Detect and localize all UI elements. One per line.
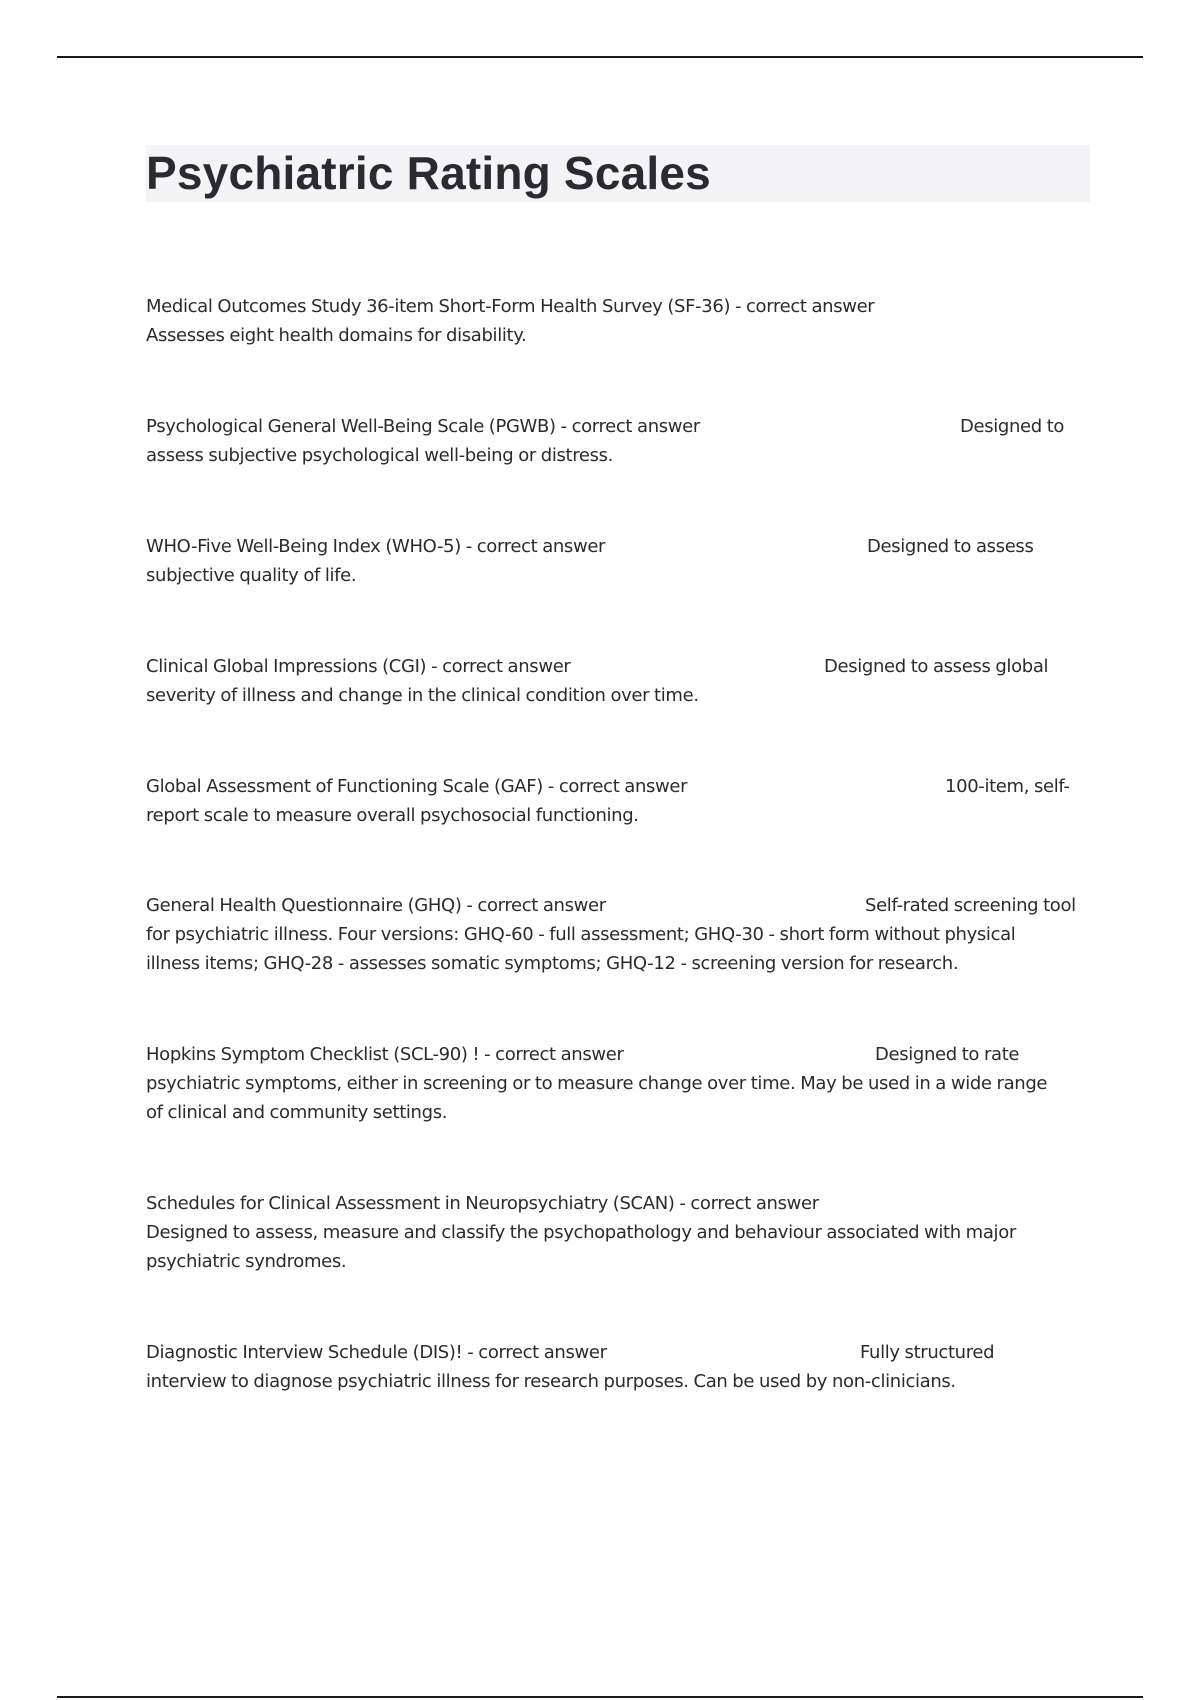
qa-answer-start: Designed to assess: [867, 536, 1034, 557]
bottom-rule: [57, 1696, 1143, 1698]
qa-question: [146, 1338, 1096, 1367]
qa-question: [146, 1040, 1096, 1069]
qa-answer-line: of clinical and community settings.: [146, 1102, 448, 1123]
qa-question: [146, 1189, 1096, 1218]
qa-item-gaf: [146, 772, 1096, 830]
qa-question-text: Global Assessment of Functioning Scale (GAF) - correct answer: [146, 776, 688, 797]
qa-answer-line: severity of illness and change in the clinical condition over time.: [146, 685, 699, 706]
qa-question-text: WHO-Five Well-Being Index (WHO-5) - correct answer: [146, 536, 606, 557]
qa-question-text: Clinical Global Impressions (CGI) - correct answer: [146, 656, 571, 677]
qa-item-who5: [146, 532, 1096, 590]
qa-answer-line: report scale to measure overall psychosocial functioning.: [146, 805, 639, 826]
top-rule: [57, 56, 1143, 58]
qa-question-text: Diagnostic Interview Schedule (DIS)! - correct answer: [146, 1342, 607, 1363]
qa-question-text: Hopkins Symptom Checklist (SCL-90) ! - correct answer: [146, 1044, 624, 1065]
qa-answer-line: illness items; GHQ-28 - assesses somatic symptoms; GHQ-12 - screening version for research.: [146, 953, 959, 974]
page-title: Psychiatric Rating Scales: [146, 147, 711, 199]
qa-question: [146, 891, 1096, 920]
qa-question: [146, 532, 1096, 561]
qa-answer-start: Designed to: [960, 416, 1065, 437]
qa-question-text: General Health Questionnaire (GHQ) - correct answer: [146, 895, 606, 916]
qa-answer-start: Fully structured: [860, 1342, 995, 1363]
qa-answer-line: interview to diagnose psychiatric illness for research purposes. Can be used by non-clinicians.: [146, 1371, 956, 1392]
qa-item-pgwb: [146, 412, 1096, 470]
qa-answer-start: 100-item, self-: [945, 776, 1070, 797]
qa-item-dis: [146, 1338, 1096, 1396]
qa-answer-line: psychiatric syndromes.: [146, 1251, 347, 1272]
qa-answer-line: Designed to assess, measure and classify the psychopathology and behaviour associated with major: [146, 1222, 1016, 1243]
qa-question-text: Medical Outcomes Study 36-item Short-Form Health Survey (SF-36) - correct answer: [146, 296, 875, 317]
qa-item-scl90: [146, 1040, 1096, 1127]
qa-question-text: Schedules for Clinical Assessment in Neuropsychiatry (SCAN) - correct answer: [146, 1193, 819, 1214]
qa-answer-start: Self-rated screening tool: [865, 895, 1076, 916]
qa-answer-start: Designed to rate: [875, 1044, 1020, 1065]
qa-answer-line: assess subjective psychological well-being or distress.: [146, 445, 614, 466]
qa-item-cgi: [146, 652, 1096, 710]
qa-question: [146, 772, 1096, 801]
qa-item-scan: [146, 1189, 1096, 1276]
qa-answer-line: psychiatric symptoms, either in screening or to measure change over time. May be used in a wide range: [146, 1073, 1048, 1094]
qa-question-text: Psychological General Well-Being Scale (PGWB) - correct answer: [146, 416, 700, 437]
qa-answer-line: Assesses eight health domains for disability.: [146, 325, 527, 346]
qa-question: [146, 292, 1096, 321]
qa-item-ghq: [146, 891, 1096, 978]
qa-answer-line: for psychiatric illness. Four versions: GHQ-60 - full assessment; GHQ-30 - short form without physical: [146, 924, 1016, 945]
qa-answer-line: subjective quality of life.: [146, 565, 357, 586]
qa-answer-start: Designed to assess global: [824, 656, 1049, 677]
qa-item-sf36: [146, 292, 1096, 350]
qa-question: [146, 412, 1096, 441]
qa-question: [146, 652, 1096, 681]
